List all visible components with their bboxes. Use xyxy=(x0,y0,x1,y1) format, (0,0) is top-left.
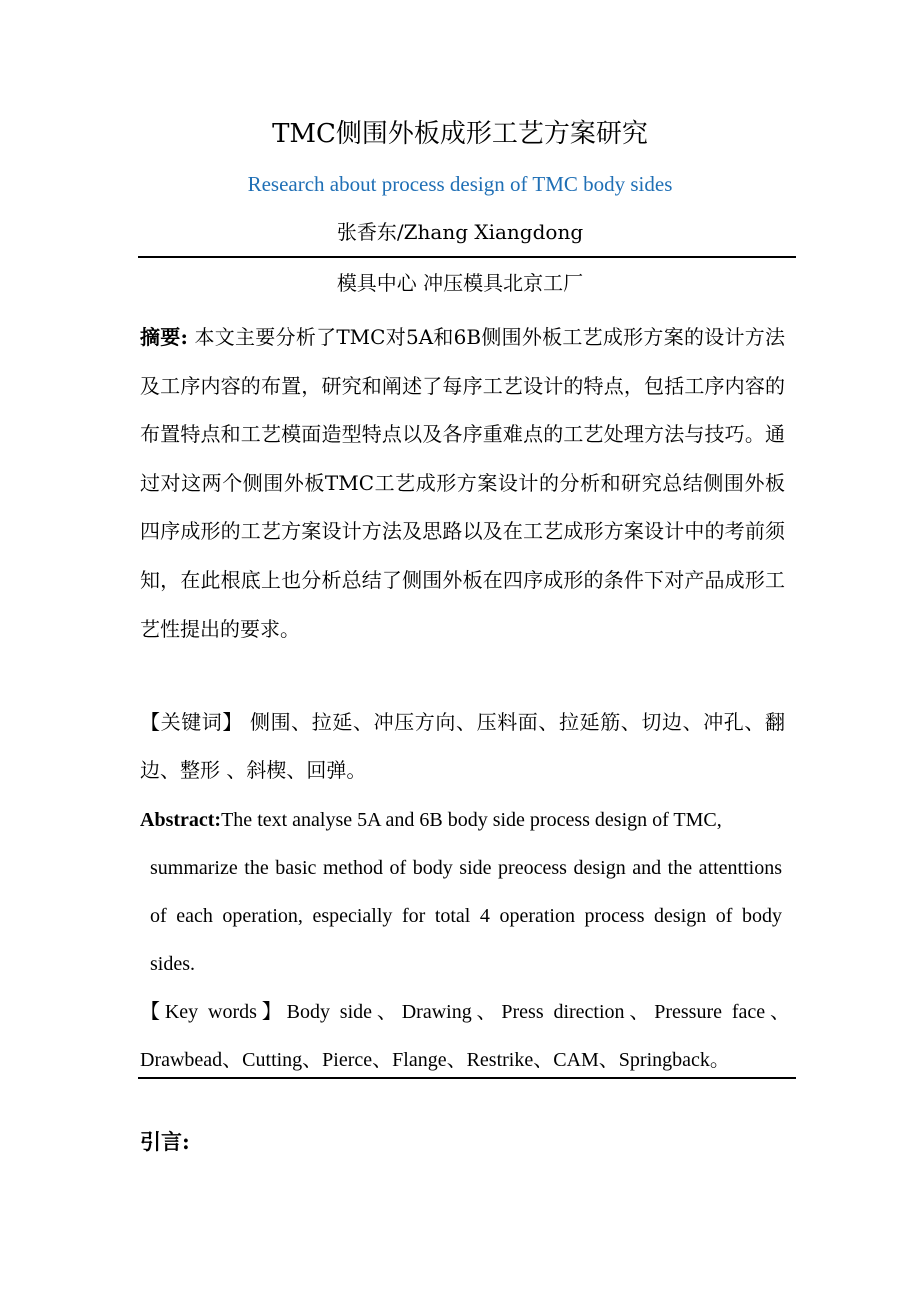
abstract-chinese-text: 本文主要分析了TMC对5A和6B侧围外板工艺成形方案的设计方法及工序内容的布置，研究和阐述了每序工艺设计的特点，包括工序内容的布置特点和工艺模面造型特点以及各序重难点的工艺处理方法与技巧。通过对这两个侧围外板TMC工艺成形方案设计的分析和研究总结侧围外板四序成形的工艺方案设计方法及思路以及在工艺成形方案设计中的考前须知，在此根底上也分析总结了侧围外板在四序成形的条件下对产品成形工艺性提出的要求。 xyxy=(140,325,785,641)
abstract-english-first-line xyxy=(140,796,788,844)
abstract-chinese-label: 摘要: xyxy=(140,325,188,349)
author-line: 张香东/Zhang Xiangdong xyxy=(336,220,584,244)
keywords-chinese-text: 侧围、拉延、冲压方向、压料面、拉延筋、切边、冲孔、翻边、整形 、斜楔、回弹。 xyxy=(140,710,786,782)
affiliation-line: 模具中心 冲压模具北京工厂 xyxy=(336,271,584,295)
keywords-chinese-label: 【关键词】 xyxy=(140,710,244,734)
abstract-english-text: summarize the basic method of body side preocess design and the attenttions of each operation, especially for total 4 operation process design of body sides. xyxy=(150,857,782,975)
paper-title-english: Research about process design of TMC body sides xyxy=(247,172,673,196)
abstract-english-first-text: The text analyse 5A and 6B body side process design of TMC, xyxy=(221,809,722,831)
keywords-english-label: 【Key words】 xyxy=(140,1001,287,1023)
abstract-chinese xyxy=(140,313,785,653)
abstract-english xyxy=(140,796,788,988)
keywords-english-text: Body side、Drawing、Press direction、Pressure face、Drawbead、Cutting、Pierce、Flange、Restrike、CAM、Springback。 xyxy=(140,1001,790,1071)
abstract-english-label: Abstract: xyxy=(140,809,222,831)
header-divider xyxy=(138,256,796,258)
section-heading-introduction: 引言: xyxy=(140,1129,190,1154)
keywords-chinese xyxy=(140,698,785,794)
abstract-divider xyxy=(138,1077,796,1079)
paper-title: TMC侧围外板成形工艺方案研究 xyxy=(272,119,648,149)
keywords-english xyxy=(140,988,790,1084)
